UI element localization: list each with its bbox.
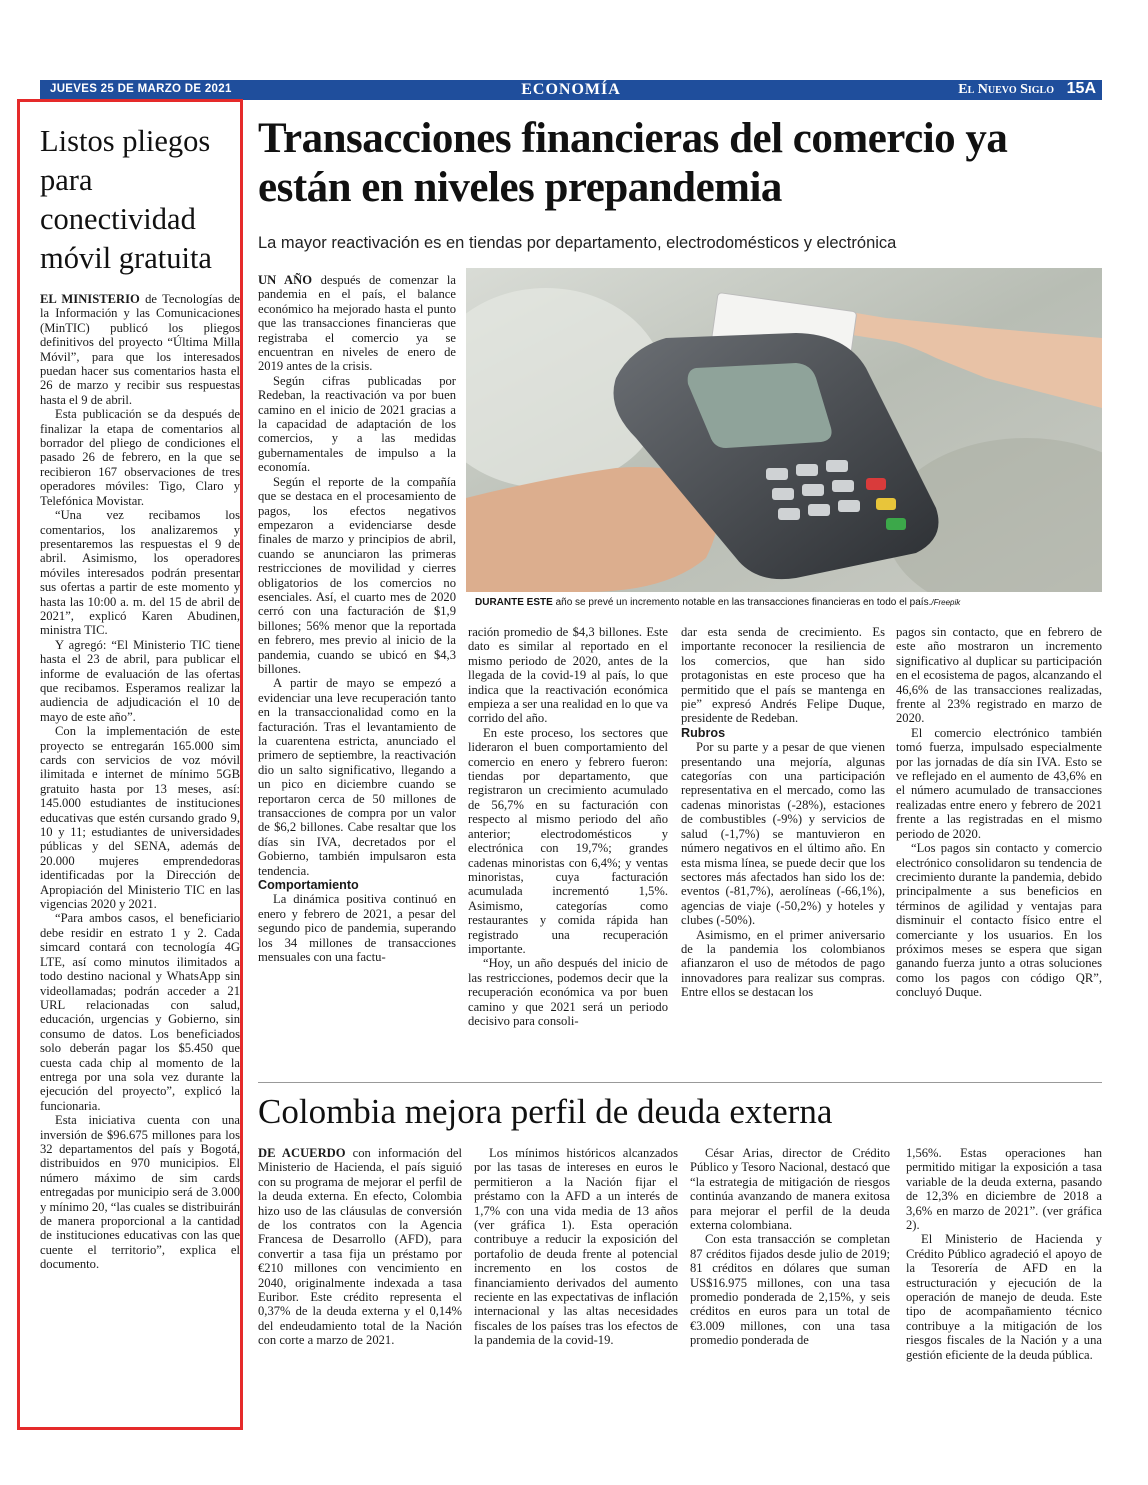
issue-date: JUEVES 25 DE MARZO DE 2021	[50, 83, 232, 95]
article-paragraph: dar esta senda de crecimiento. Es importante reconocer la resiliencia de los comercios, que han sido protagonistas en este proceso que ha permitido que el país se mantenga en pie” expresó Andrés Felipe Duque, presidente de Redeban.	[681, 625, 885, 726]
main-article-column-1	[258, 273, 456, 965]
article-paragraph: pagos sin contacto, que en febrero de este año mostraron un incremento significativo al duplicar su participación en el ecosistema de pagos, alcanzando el 46,6% de las transacciones realizadas, frente al 23% registrado en marzo de 2020.	[896, 625, 1102, 726]
article-paragraph: Asimismo, en el primer aniversario de la pandemia los colombianos afianzaron el uso de métodos de pago innovadores para realizar sus compras. Entre ellos se destacan los	[681, 927, 885, 1000]
main-article-column-2	[468, 625, 668, 1028]
article-paragraph: César Arias, director de Crédito Público y Tesoro Nacional, destacó que “la estrategia de mitigación de riesgos continúa avanzando de manera exitosa para mejorar el perfil de la deuda externa colombiana.	[690, 1146, 890, 1233]
main-subheadline: La mayor reactivación es en tiendas por departamento, electrodomésticos y electrónica	[258, 234, 897, 252]
article-paragraph: La dinámica positiva continuó en enero y febrero de 2021, a pesar del segundo pico de pandemia, superando los 34 millones de transacciones mensuales con una factu-	[258, 892, 456, 965]
photo-credit: /Freepik	[931, 598, 961, 607]
second-article-column-4	[906, 1146, 1102, 1362]
main-article-column-4	[896, 625, 1102, 1000]
second-headline: Colombia mejora perfil de deuda externa	[258, 1092, 833, 1131]
photo-caption: DURANTE ESTE año se prevé un incremento notable en las transacciones financieras en todo el país./Freepik	[475, 597, 961, 608]
article-paragraph: “Hoy, un año después del inicio de las restricciones, podemos decir que la recuperación económica va por buen camino y que 2021 será un periodo decisivo para consoli-	[468, 956, 668, 1028]
sidebar-article-body	[40, 292, 240, 1272]
story-divider	[258, 1082, 1102, 1083]
article-paragraph: Esta publicación se da después de finalizar la etapa de comentarios al borrador del pliego de condiciones el pasado 26 de febrero, en la que se recibieron 167 observaciones de tres operadores móviles: Tigo, Claro y Telefónica Movistar.	[40, 407, 240, 508]
page-header-bar	[40, 80, 1102, 100]
main-headline: Transacciones financieras del comercio ya están en niveles prepandemia	[258, 115, 1008, 211]
article-paragraph: Según cifras publicadas por Redeban, la reactivación va por buen camino en el inicio de 2021 gracias a la capacidad de adaptación de los comercios, y a las medidas gubernamentales de impulso a la economía.	[258, 373, 456, 475]
article-paragraph: El Ministerio de Hacienda y Crédito Público agradeció el apoyo de la Tesorería de AFD en la estructuración y ejecución de la operación de manejo de deuda. Este tipo de acompañamiento técnico contribuye a la mitigación de los riesgos fiscales de la Nación y a una gestión eficiente de la deuda pública.	[906, 1232, 1102, 1362]
article-lead: UN AÑO	[258, 273, 313, 287]
page-number: 15A	[1066, 80, 1096, 97]
article-paragraph: Con esta transacción se completan 87 créditos fijados desde julio de 2019; 81 créditos en dólares que suman US$16.975 millones, con una tasa promedio ponderada de 2,15%, y seis créditos en euros para un total de €3.009 millones, con una tasa promedio ponderada de	[690, 1232, 890, 1348]
article-paragraph: DE ACUERDO con información del Ministerio de Hacienda, el país siguió con su programa de mejorar el perfil de la deuda externa. En efecto, Colombia hizo uso de las cláusulas de conversión de los contratos con la Agencia Francesa de Desarrollo (AFD), para convertir a tasa fija un préstamo por €210 millones con vencimiento en 2040, originalmente indexada a tasa Euribor. Este crédito representa el 0,37% de la deuda externa y el 0,14% del endeudamiento total de la Nación con corte a marzo de 2021.	[258, 1146, 462, 1348]
article-paragraph: “Para ambos casos, el beneficiario debe residir en estrato 1 y 2. Cada simcard contará con tecnología 4G LTE, así como minutos ilimitados a todo destino nacional y WhatsApp sin videollamadas; podrán acceder a 21 URL relacionadas con salud, educación, urgencias y Gobierno, sin consumo de datos. Los beneficiados solo deberán pagar los $5.450 que cuesta cada chip al momento de la entrega por una sola vez durante la ejecución del proyecto”, explicó la funcionaria.	[40, 911, 240, 1113]
article-paragraph: EL MINISTERIO de Tecnologías de la Información y las Comunicaciones (MinTIC) publicó los pliegos definitivos del proyecto “Última Milla Móvil”, para que los interesados puedan hacer sus comentarios hasta el 26 de marzo y recibir sus respuestas hasta el 9 de abril.	[40, 292, 240, 407]
article-paragraph: Los mínimos históricos alcanzados por las tasas de intereses en euros le permitieron a la Nación fijar el préstamo con la AFD a un interés de 1,7% con una vida media de 13 años (ver gráfica 1). Esta operación contribuye a reducir la exposición del portafolio de deuda frente al potencial incremento en los costos de financiamiento derivados del aumento reciente en las expectativas de inflación internacional y las altas necesidades fiscales de los países tras los efectos de la pandemia de la covid-19.	[474, 1146, 678, 1348]
article-paragraph: El comercio electrónico también tomó fuerza, impulsado especialmente por las jornadas de día sin IVA. Esto se ve reflejado en el aumento de 43,6% en el número acumulado de transacciones realizadas entre enero y febrero de 2021 frente a las registradas en el mismo periodo de 2020.	[896, 725, 1102, 841]
section-name: ECONOMÍA	[521, 81, 621, 98]
photo-illustration	[466, 268, 1102, 592]
article-paragraph: En este proceso, los sectores que lideraron el buen comportamiento del comercio en enero y febrero fueron: tiendas por departamento, que registraron un crecimiento acumulado de 56,7% en su facturación con respecto al mismo periodo del año anterior; electrodomésticos y electrónica con 19,7%; grandes cadenas minoristas con 6,4%; y ventas minoristas, cuya facturación acumulada incrementó 1,5%. Asimismo, categorías como restaurantes y comida rápida han registrado una recuperación importante.	[468, 725, 668, 956]
sidebar-headline: Listos pliegos para conectividad móvil gratuita	[40, 124, 212, 275]
article-paragraph: “Los pagos sin contacto y comercio electrónico consolidaron su tendencia de crecimiento durante la pandemia, debido principalmente a sus beneficios en términos de agilidad y ventajas para disminuir el contacto físico entre el comerciante y los usuarios. En los próximos meses se espera que sigan ganando fuerza junto a otras soluciones como los pagos con código QR”, concluyó Duque.	[896, 841, 1102, 1000]
article-paragraph: UN AÑO después de comenzar la pandemia en el país, el balance económico ha mejorado hasta el punto que las transacciones financieras que registraba el comercio ya se encuentran en niveles de enero de 2019 antes de la crisis.	[258, 273, 456, 374]
article-paragraph: Y agregó: “El Ministerio TIC tiene hasta el 23 de abril, para publicar el informe de evaluación de las ofertas que recibamos. Esperamos realizar la audiencia de adjudicación el 10 de mayo de este año”.	[40, 637, 240, 724]
article-paragraph: Por su parte y a pesar de que vienen presentando una mejoría, algunas categorías con una participación representativa en el mercado, como las cadenas minoristas (-28%), estaciones de combustibles (-9%) y servicios de salud (-1,7%) se mantuvieron en número negativos en el último año. En esta misma línea, se puede decir que los sectores más afectados han sido los de: eventos (-81,7%), aerolíneas (-66,1%), agencias de viaje (-50,2%) y hoteles y clubes (-50%).	[681, 740, 885, 928]
article-paragraph: “Una vez recibamos los comentarios, los analizaremos y presentaremos las respuestas el 9 de abril. Asimismo, los operadores móviles interesados podrán presentar sus ofertas a partir de este momento y hasta las 10:00 a. m. del 15 de abril de 2021”, explicó Karen Abudinen, ministra TIC.	[40, 508, 240, 638]
article-paragraph: A partir de mayo se empezó a evidenciar una leve recuperación tanto en la transaccionalidad como en la facturación. Tras el levantamiento de la cuarentena estricta, anunciado el primero de septiembre, la reactivación dio un salto significativo, llegando a un pico en diciembre cuando se reportaron cerca de 50 millones de transacciones de compra por un valor de $6,2 billones. Cabe resaltar que los días sin IVA, decretados por el Gobierno, también impulsaron esta tendencia.	[258, 676, 456, 878]
newspaper-name: El Nuevo Siglo	[958, 82, 1054, 97]
main-article-column-3	[681, 625, 885, 1000]
second-article-column-2	[474, 1146, 678, 1348]
article-paragraph: Esta iniciativa cuenta con una inversión de $96.675 millones para los 32 departamentos del país y Bogotá, distribuidos en 970 municipios. El número máximo de sim cards entregadas por municipio será de 3.000 y mínimo 20, “las cuales se distribuirán de manera proporcional a la cantidad de instituciones educativas con las que cuente el territorio”, explica el documento.	[40, 1113, 240, 1272]
second-article-column-3	[690, 1146, 890, 1348]
article-paragraph: ración promedio de $4,3 billones. Este dato es similar al reportado en el mismo periodo de 2020, antes de la llegada de la covid-19 al país, lo que indica que la reactivación económica empieza a ser una realidad en lo que va corrido del año.	[468, 625, 668, 726]
article-lead: EL MINISTERIO	[40, 292, 140, 306]
article-subhead: Rubros	[681, 725, 726, 740]
article-subhead: Comportamiento	[258, 878, 359, 893]
article-paragraph: Con la implementación de este proyecto se entregarán 165.000 sim cards con servicios de voz móvil ilimitada e internet de mínimo 5GB gratuito hasta por 13 meses, así: 145.000 estudiantes de instituciones educativas que estén cursando grado 9, 10 y 11; estudiantes de universidades públicas y del SENA, además de 20.000 mujeres emprendedoras identificadas por la Dirección de Apropiación del Ministerio TIC en las vigencias 2020 y 2021.	[40, 724, 240, 912]
article-lead: DE ACUERDO	[258, 1146, 346, 1160]
payment-terminal-photo	[466, 268, 1102, 592]
second-article-column-1	[258, 1146, 462, 1348]
article-paragraph: 1,56%. Estas operaciones han permitido mitigar la exposición a tasa variable de la deuda externa, pasando de 12,3% en diciembre de 2018 a 3,6% en marzo de 2021”. (ver gráfica 2).	[906, 1146, 1102, 1233]
article-paragraph: Según el reporte de la compañía que se destaca en el procesamiento de pagos, los efectos negativos empezaron a evidenciarse desde finales de marzo y principios de abril, cuando se anunciaron las primeras restricciones de movilidad y cierres obligatorios de los comercios no esenciales. Así, el cuarto mes de 2020 cerró con una facturación de $1,9 billones; 56% menor que la reportada en febrero, mes previo al inicio de la pandemia, cuando se ubicó en $4,3 billones.	[258, 474, 456, 676]
